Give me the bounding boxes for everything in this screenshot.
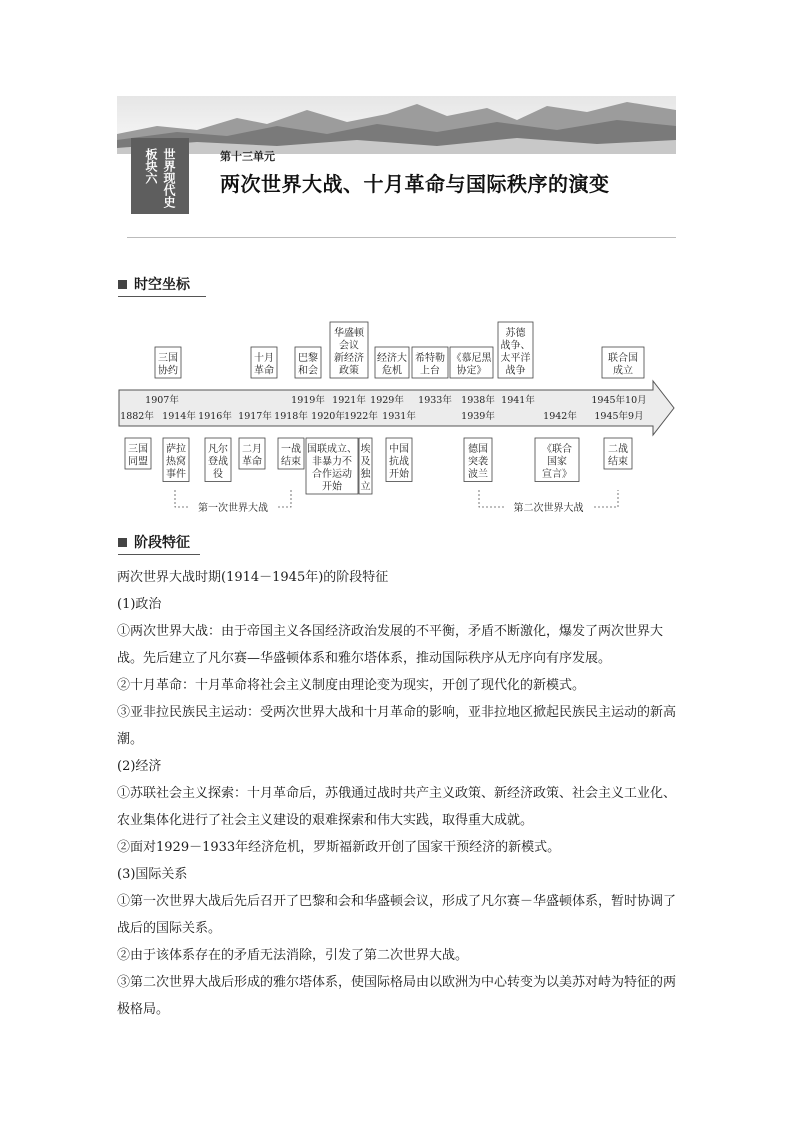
ww1-label: 第一次世界大战 (198, 503, 268, 514)
timeline-section-heading (118, 274, 190, 294)
ww2-label: 第二次世界大战 (513, 503, 584, 514)
bottom-event-b8-text: 中国 (389, 444, 409, 455)
year-label-upper: 1921年 (332, 395, 366, 406)
intl-heading: (3)国际关系 (117, 867, 188, 882)
bottom-event-b4-text: 革命 (242, 456, 262, 468)
unit-title: 两次世界大战、十月革命与国际秩序的演变 (220, 172, 610, 196)
top-event-t9-text: 联合国 (608, 353, 638, 364)
bottom-event-b7-text: 独 (360, 469, 371, 480)
features-heading-text: 阶段特征 (134, 535, 190, 551)
bottom-event-b7-text: 及 (360, 456, 371, 468)
bottom-event-b10-text: 《联合 (542, 444, 572, 455)
bottom-event-b11-text: 二战 (608, 444, 628, 455)
tab-text-world-history: 世界现代史 (162, 148, 176, 208)
intl-item-1: ①第一次世界大战后先后召开了巴黎和会和华盛顿会议，形成了凡尔赛－华盛顿体系，暂时协调了战后的国际关系。 (117, 894, 677, 936)
top-event-t8-text: 苏德 (505, 328, 526, 339)
bottom-event-b9-text: 波兰 (468, 469, 488, 480)
top-event-t9-text: 成立 (613, 365, 633, 377)
economy-heading: (2)经济 (117, 759, 162, 774)
bottom-event-b5-text: 结束 (281, 456, 301, 468)
economy-item-2: ②面对1929－1933年经济危机，罗斯福新政开创了国家干预经济的新模式。 (117, 840, 561, 855)
top-event-t2-text: 十月 (254, 353, 274, 364)
bottom-event-b3-text: 登战 (208, 456, 228, 468)
bottom-event-b2-text: 事件 (166, 469, 186, 480)
year-label-upper: 1941年 (501, 395, 535, 406)
top-event-t5-text: 危机 (382, 365, 402, 377)
bottom-event-b10-text: 国家 (547, 456, 567, 468)
heading-square-icon (118, 538, 127, 547)
top-event-t4-text: 新经济 (334, 353, 364, 364)
top-event-t8-text: 战争 (505, 365, 526, 377)
tab-text-block: 板块六 (144, 148, 158, 184)
top-event-t4-text: 会议 (339, 340, 359, 352)
top-event-t4-text: 华盛顿 (334, 328, 364, 339)
top-event-t3-text: 巴黎 (298, 353, 318, 364)
stage-features-text (117, 564, 682, 1023)
top-event-t4-text: 政策 (339, 365, 359, 377)
bottom-event-b8-text: 抗战 (389, 456, 409, 468)
bottom-event-b8-text: 开始 (389, 469, 409, 480)
year-label-lower: 1931年 (382, 411, 416, 422)
year-label-upper: 1907年 (145, 395, 179, 406)
bottom-event-b1-text: 同盟 (128, 456, 148, 468)
year-label-lower: 1882年 (120, 411, 154, 422)
bottom-event-b7-text: 埃 (360, 444, 371, 455)
year-label-lower: 1945年9月 (594, 411, 644, 422)
year-label-lower: 1914年 (162, 411, 196, 422)
top-event-t1-text: 三国 (158, 353, 178, 364)
year-label-lower: 1916年 (198, 411, 232, 422)
bottom-event-b6-text: 非暴力不 (312, 456, 352, 468)
year-label-lower: 1918年 (274, 411, 308, 422)
politics-item-1: ①两次世界大战：由于帝国主义各国经济政治发展的不平衡，矛盾不断激化，爆发了两次世界大战。先后建立了凡尔赛—华盛顿体系和雅尔塔体系，推动国际秩序从无序向有序发展。 (117, 624, 664, 666)
bottom-event-b1-text: 三国 (128, 444, 148, 455)
top-event-t1-text: 协约 (158, 365, 178, 377)
year-label-upper: 1938年 (461, 395, 495, 406)
top-event-t6-text: 上台 (420, 365, 440, 377)
bottom-event-b10-text: 宣言》 (542, 469, 572, 480)
bottom-event-b3-text: 凡尔 (208, 444, 228, 455)
bottom-event-b2-text: 热窝 (166, 456, 186, 468)
year-label-lower: 1939年 (461, 411, 495, 422)
bottom-event-b4-text: 二月 (242, 444, 262, 455)
year-label-upper: 1919年 (291, 395, 325, 406)
unit-banner (117, 96, 676, 248)
politics-heading: (1)政治 (117, 597, 162, 612)
top-event-t3-text: 和会 (298, 365, 318, 377)
bottom-event-b9-text: 德国 (468, 444, 488, 455)
top-event-t5-text: 经济大 (377, 353, 407, 364)
top-event-t8-text: 战争、 (500, 340, 531, 352)
banner-divider (127, 237, 676, 238)
bottom-event-b7-text: 立 (360, 481, 371, 493)
bottom-event-b5-text: 一战 (281, 444, 301, 455)
timeline-arrow (119, 381, 674, 435)
features-section-heading (118, 532, 190, 552)
year-label-lower: 1942年 (543, 411, 577, 422)
heading-underline (118, 296, 206, 297)
bottom-event-b6-text: 国联成立、 (307, 444, 357, 455)
intl-item-3: ③第二次世界大战后形成的雅尔塔体系，使国际格局由以欧洲为中心转变为以美苏对峙为特征的两极格局。 (117, 975, 677, 1017)
bottom-event-b3-text: 役 (213, 469, 223, 480)
features-intro: 两次世界大战时期(1914－1945年)的阶段特征 (117, 570, 389, 585)
bottom-event-b6-text: 开始 (322, 481, 342, 493)
timeline-diagram (117, 308, 677, 518)
intl-item-2: ②由于该体系存在的矛盾无法消除，引发了第二次世界大战。 (117, 948, 469, 963)
year-label-upper: 1945年10月 (591, 395, 647, 406)
heading-square-icon (118, 280, 127, 289)
bottom-event-b9-text: 突袭 (468, 456, 488, 468)
year-label-lower: 1922年 (344, 411, 378, 422)
top-event-t7-text: 《慕尼黑 (451, 353, 492, 364)
year-label-upper: 1933年 (418, 395, 452, 406)
section-tab (131, 138, 189, 214)
unit-label: 第十三单元 (220, 150, 275, 163)
year-label-lower: 1920年 (311, 411, 345, 422)
heading-underline (118, 554, 200, 555)
year-label-upper: 1929年 (370, 395, 404, 406)
economy-item-1: ①苏联社会主义探索：十月革命后，苏俄通过战时共产主义政策、新经济政策、社会主义工业化、农业集体化进行了社会主义建设的艰难探索和伟大实践，取得重大成就。 (117, 786, 677, 828)
politics-item-3: ③亚非拉民族民主运动：受两次世界大战和十月革命的影响，亚非拉地区掀起民族民主运动的新高潮。 (117, 705, 677, 747)
bottom-event-b2-text: 萨拉 (166, 444, 186, 455)
politics-item-2: ②十月革命：十月革命将社会主义制度由理论变为现实，开创了现代化的新模式。 (117, 678, 586, 693)
year-label-lower: 1917年 (238, 411, 272, 422)
top-event-t6-text: 希特勒 (415, 353, 445, 364)
timeline-heading-text: 时空坐标 (134, 277, 190, 293)
bottom-event-b11-text: 结束 (608, 456, 628, 468)
top-event-t7-text: 协定》 (456, 365, 487, 377)
top-event-t8-text: 太平洋 (500, 353, 531, 364)
top-event-t2-text: 革命 (254, 365, 274, 377)
bottom-event-b6-text: 合作运动 (312, 469, 352, 480)
